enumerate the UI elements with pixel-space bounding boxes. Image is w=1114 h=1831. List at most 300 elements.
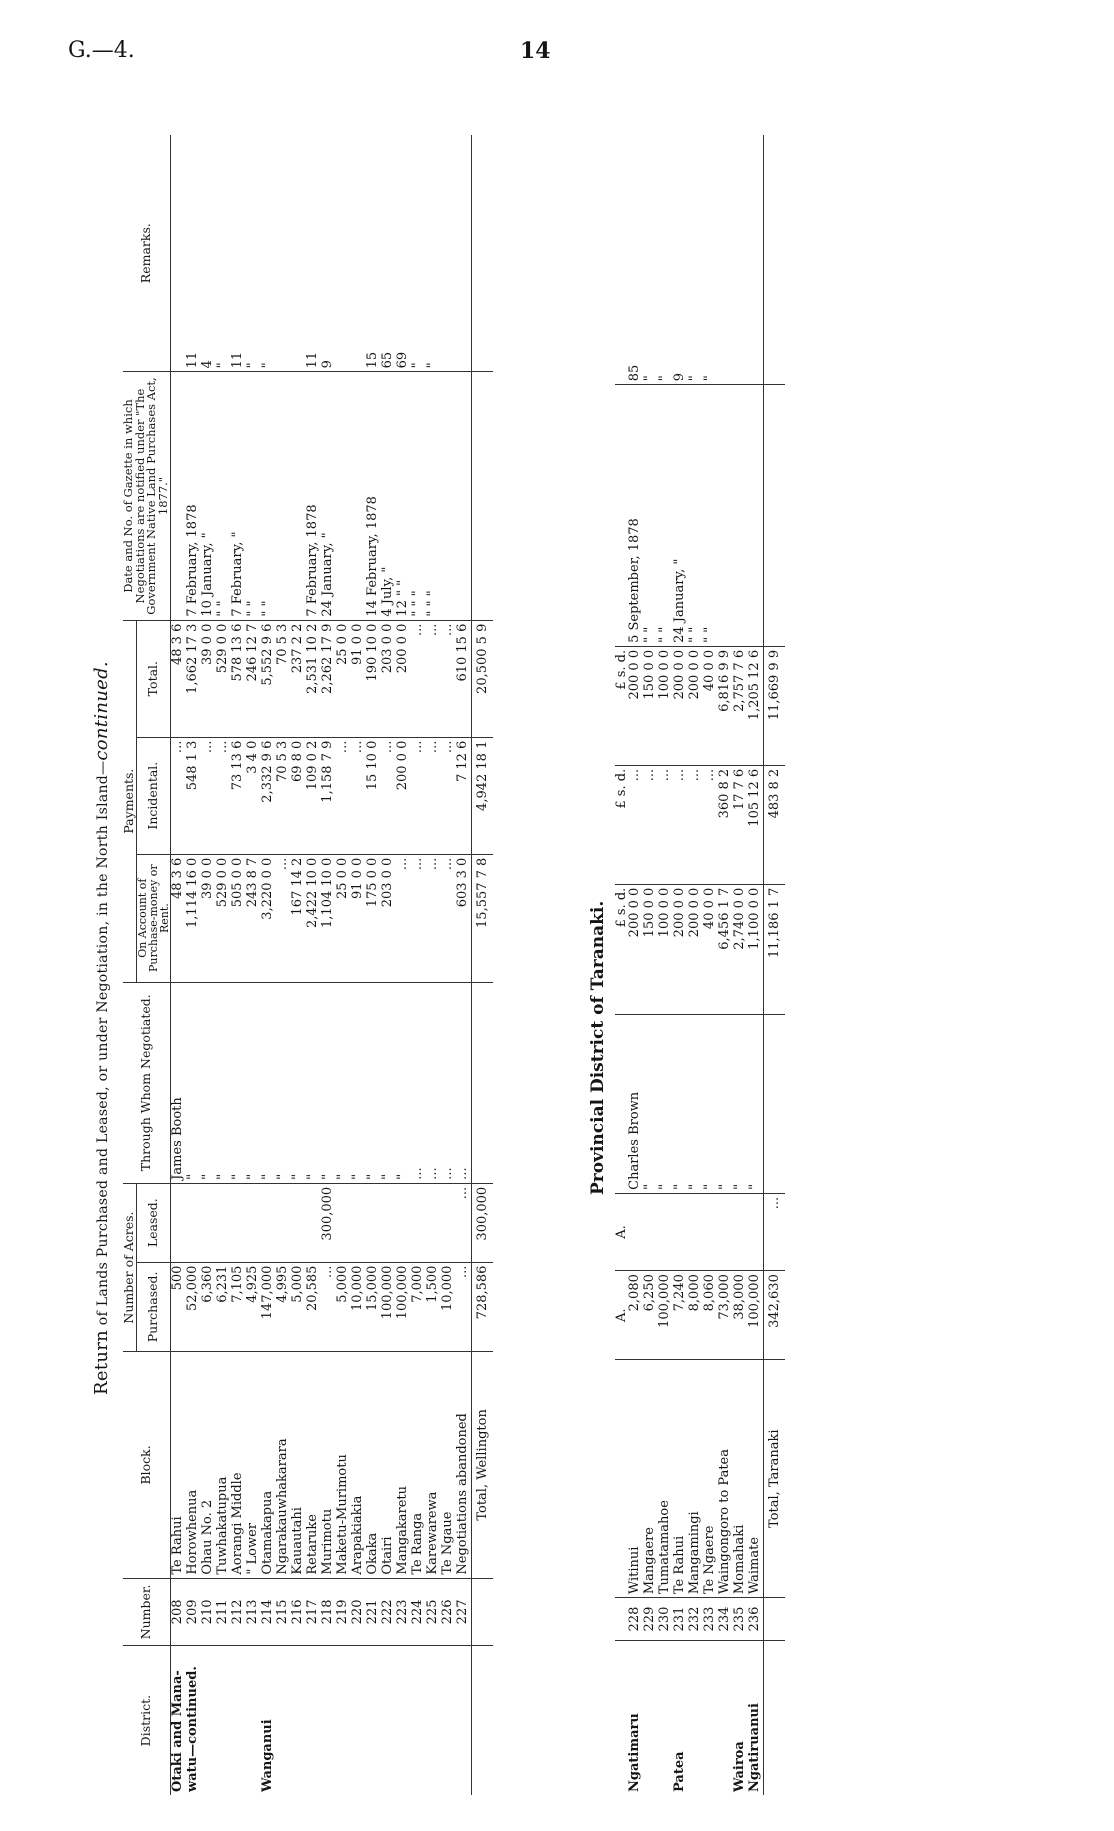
cell-district [351,1646,366,1795]
cell-incidental: 105 12 6 [748,765,764,884]
cell-leased [261,1183,276,1262]
cell-block: Mangakaretu [396,1352,411,1578]
cell-total: 200 0 0 [628,646,643,765]
cell-district [426,1646,441,1795]
cell-total: 2,757 7 6 [733,646,748,765]
cell-number: 211 [216,1578,231,1646]
cell-district [441,1646,456,1795]
cell-block: Mangamingi [688,1360,703,1598]
cell-purchased: 52,000 [186,1262,201,1352]
cell-on-account: 150 0 0 [643,884,658,1015]
cell-through: " [201,982,216,1183]
cell-gazette-number: " [261,135,276,372]
cell-on-account: ... [411,854,426,982]
cell-incidental: 15 10 0 [366,737,381,854]
cell-number: 214 [261,1578,276,1646]
cell-incidental: 73 13 6 [231,737,246,854]
cell-total: 200 0 0 [673,646,688,765]
cell-number: 234 [718,1598,733,1641]
cell-purchased: 7,000 [411,1262,426,1352]
cell-incidental: 3 4 0 [246,737,261,854]
cell-on-account: 200 0 0 [688,884,703,1015]
cell-leased [231,1183,246,1262]
total-total: 11,669 9 9 [764,646,786,765]
table-row [748,135,764,1795]
cell-number: 225 [426,1578,441,1646]
cell-on-account: 175 0 0 [366,854,381,982]
cell-on-account: ... [276,854,291,982]
cell-leased: 300,000 [321,1183,336,1262]
cell-purchased: 10,000 [441,1262,456,1352]
cell-purchased: 8,060 [703,1271,718,1360]
cell-district [456,1646,472,1795]
cell-through: ... [411,982,426,1183]
cell-through: James Booth [170,982,186,1183]
cell-total: 246 12 7 [246,620,261,737]
cell-on-account: 39 0 0 [201,854,216,982]
cell-total: 1,205 12 6 [748,646,764,765]
cell-total: ... [426,620,441,737]
cell-purchased: 15,000 [366,1262,381,1352]
cell-total: 2,531 10 2 [306,620,321,737]
cell-district [306,1646,321,1795]
cell-block: Retaruke [306,1352,321,1578]
table-row [201,135,216,1795]
cell-purchased: 100,000 [396,1262,411,1352]
cell-gazette-number [170,135,186,372]
cell-on-account: ... [426,854,441,982]
cell-gazette-number: " [658,135,673,385]
cell-on-account: ... [441,854,456,982]
cell-on-account: 243 8 7 [246,854,261,982]
cell-gazette-number: 11 [186,135,201,372]
cell-number: 220 [351,1578,366,1646]
cell-through: " [216,982,231,1183]
table-row [456,135,472,1795]
cell-through: " [291,982,306,1183]
cell-gazette [170,372,186,620]
cell-gazette: " " [688,385,703,647]
cell-gazette-number [733,135,748,385]
cell-purchased: 100,000 [748,1271,764,1360]
cell-purchased: 4,995 [276,1262,291,1352]
title-prefix: Return [91,1329,112,1395]
page-number: 14 [520,38,551,64]
cell-leased [411,1183,426,1262]
cell-gazette: 10 January, " [201,372,216,620]
table-row [170,135,186,1795]
cell-purchased: 147,000 [261,1262,276,1352]
cell-gazette: 7 February, " [231,372,246,620]
table-row [276,135,291,1795]
table-row [306,135,321,1795]
cell-block: Te Rahui [673,1360,688,1598]
cell-through: ... [456,982,472,1183]
cell-on-account: 200 0 0 [628,884,643,1015]
cell-purchased: 73,000 [718,1271,733,1360]
cell-purchased: 5,000 [336,1262,351,1352]
cell-incidental: ... [201,737,216,854]
cell-purchased: 10,000 [351,1262,366,1352]
table-row [186,135,201,1795]
cell-total: 25 0 0 [336,620,351,737]
cell-district [396,1646,411,1795]
page-title [93,661,111,1395]
cell-district [216,1646,231,1795]
cell-leased [246,1183,261,1262]
cell-leased [718,1193,733,1270]
col-number: Number. [123,1578,170,1646]
cell-gazette: " " [261,372,276,620]
cell-gazette: 4 July, " [381,372,396,620]
cell-incidental: ... [426,737,441,854]
cell-incidental: ... [673,765,688,884]
cell-gazette-number: " [688,135,703,385]
cell-on-account: 1,100 0 0 [748,884,764,1015]
cell-block: Te Ngaue [441,1352,456,1578]
cell-leased [748,1193,764,1270]
cell-purchased: ... [456,1262,472,1352]
cell-leased: ... [456,1183,472,1262]
cell-purchased: 100,000 [658,1271,673,1360]
table-row [703,135,718,1795]
cell-gazette-number [336,135,351,372]
cell-total: 237 2 2 [291,620,306,737]
cell-through: " [703,1015,718,1193]
cell-number: 226 [441,1578,456,1646]
cell-number: 222 [381,1578,396,1646]
cell-purchased: 6,360 [201,1262,216,1352]
cell-purchased: 5,000 [291,1262,306,1352]
cell-gazette: " " " [411,372,426,620]
cell-gazette [276,372,291,620]
cell-incidental: ... [628,765,643,884]
total-on-account: 15,557 7 8 [471,854,493,982]
unit-money: £ s. d. [615,765,628,884]
cell-on-account: 100 0 0 [658,884,673,1015]
cell-leased [733,1193,748,1270]
cell-gazette: 7 February, 1878 [306,372,321,620]
unit-acres: A. [615,1271,628,1360]
cell-number: 235 [733,1598,748,1641]
table-row [366,135,381,1795]
cell-gazette: 12 " " [396,372,411,620]
wellington-table [123,135,493,1795]
total-label: Total, Taranaki [764,1360,786,1598]
cell-through: " [306,982,321,1183]
cell-total: 578 13 6 [231,620,246,737]
table-row [673,135,688,1795]
cell-block: Ngarakauwhakarara [276,1352,291,1578]
cell-district [688,1640,703,1795]
cell-leased [201,1183,216,1262]
cell-on-account: 1,104 10 0 [321,854,336,982]
cell-district [366,1646,381,1795]
cell-on-account: 6,456 1 7 [718,884,733,1015]
cell-gazette: " " [658,385,673,647]
taranaki-table [615,135,785,1795]
cell-on-account: 48 3 6 [170,854,186,982]
total-purchased: 728,586 [471,1262,493,1352]
total-row [471,135,493,1795]
cell-number: 208 [170,1578,186,1646]
cell-block: Kauautahi [291,1352,306,1578]
cell-block: Negotiations abandoned [456,1352,472,1578]
cell-leased [643,1193,658,1270]
cell-gazette-number [291,135,306,372]
cell-gazette-number: 9 [321,135,336,372]
cell-number: 209 [186,1578,201,1646]
cell-number: 231 [673,1598,688,1641]
cell-gazette-number: 9 [673,135,688,385]
cell-district [381,1646,396,1795]
cell-incidental: 360 8 2 [718,765,733,884]
cell-block: " Lower [246,1352,261,1578]
cell-gazette-number [351,135,366,372]
cell-leased [658,1193,673,1270]
cell-incidental: 69 8 0 [291,737,306,854]
cell-total: 39 0 0 [201,620,216,737]
cell-district [703,1640,718,1795]
cell-gazette-number: " [703,135,718,385]
table-row [733,135,748,1795]
cell-through: ... [426,982,441,1183]
col-acres: Number of Acres. [123,1183,136,1351]
cell-on-account: 2,422 10 0 [306,854,321,982]
table-row [321,135,336,1795]
title-rest: of Lands Purchased and Leased, or under Negotiation, in the North Island— [95,760,111,1330]
cell-on-account: 40 0 0 [703,884,718,1015]
total-incidental: 483 8 2 [764,765,786,884]
cell-gazette-number [441,135,456,372]
cell-total: 150 0 0 [643,646,658,765]
cell-number: 233 [703,1598,718,1641]
cell-gazette [733,385,748,647]
col-block: Block. [123,1352,170,1578]
cell-incidental: 7 12 6 [456,737,472,854]
cell-incidental: ... [658,765,673,884]
cell-through: " [351,982,366,1183]
cell-block: Witinui [628,1360,643,1598]
table-row [291,135,306,1795]
unit-money: £ s. d. [615,884,628,1015]
cell-block: Mangaere [643,1360,658,1598]
cell-gazette-number: 11 [306,135,321,372]
table-row [718,135,733,1795]
title-suffix: continued. [91,661,112,761]
cell-incidental: ... [703,765,718,884]
cell-through: " [276,982,291,1183]
col-through: Through Whom Negotiated. [123,982,170,1183]
cell-incidental: ... [381,737,396,854]
table-row [381,135,396,1795]
cell-incidental: ... [411,737,426,854]
cell-district [718,1640,733,1795]
cell-leased [703,1193,718,1270]
cell-through: " [366,982,381,1183]
cell-district: Wairoa [732,1741,747,1792]
cell-total: 70 5 3 [276,620,291,737]
cell-gazette-number [456,135,472,372]
table-row [261,135,276,1795]
cell-gazette [351,372,366,620]
cell-incidental: 2,332 9 6 [261,737,276,854]
cell-block: Aorangi Middle [231,1352,246,1578]
col-remarks: Remarks. [123,135,170,372]
cell-number: 223 [396,1578,411,1646]
cell-leased [426,1183,441,1262]
cell-leased [306,1183,321,1262]
cell-total: 5,552 9 6 [261,620,276,737]
cell-block: Otamakapua [261,1352,276,1578]
cell-total: 48 3 6 [170,620,186,737]
cell-leased [351,1183,366,1262]
cell-number: 228 [628,1598,643,1641]
cell-gazette-number: 65 [381,135,396,372]
cell-gazette: 24 January, " [673,385,688,647]
cell-through: " [231,982,246,1183]
cell-gazette: " " [216,372,231,620]
table-row [411,135,426,1795]
cell-gazette: " " " [426,372,441,620]
cell-total: 40 0 0 [703,646,718,765]
table-row [628,135,643,1795]
cell-gazette-number [718,135,733,385]
total-purchased: 342,630 [764,1271,786,1360]
page-code: G.—4. [68,38,135,63]
cell-number: 227 [456,1578,472,1646]
cell-incidental: 109 0 2 [306,737,321,854]
cell-total: 200 0 0 [396,620,411,737]
cell-number: 232 [688,1598,703,1641]
table-row [246,135,261,1795]
cell-leased [276,1183,291,1262]
table-row [688,135,703,1795]
cell-district [231,1646,246,1795]
cell-block: Te Ngaere [703,1360,718,1598]
cell-gazette-number: 11 [231,135,246,372]
cell-block: Murimotu [321,1352,336,1578]
cell-through: " [336,982,351,1183]
unit-money: £ s. d. [615,646,628,765]
cell-gazette [336,372,351,620]
cell-through: ... [441,982,456,1183]
cell-block: Karewarewa [426,1352,441,1578]
cell-through: " [658,1015,673,1193]
cell-on-account: 25 0 0 [336,854,351,982]
table-row [426,135,441,1795]
cell-on-account: 203 0 0 [381,854,396,982]
cell-through: Charles Brown [628,1015,643,1193]
cell-incidental: ... [170,737,186,854]
col-on-account: On Account of Purchase-money or Rent. [136,854,170,982]
cell-through: " [321,982,336,1183]
cell-total: ... [441,620,456,737]
cell-gazette-number: " [246,135,261,372]
cell-number: 218 [321,1578,336,1646]
cell-total: 6,816 9 9 [718,646,733,765]
cell-number: 236 [748,1598,764,1641]
rotated-return-table [85,75,1085,1815]
wellington-rows [170,135,471,1795]
cell-block: Horowhenua [186,1352,201,1578]
col-payments: Payments. [123,620,136,982]
cell-incidental: ... [441,737,456,854]
cell-number: 224 [411,1578,426,1646]
col-leased: Leased. [136,1183,170,1262]
cell-leased [216,1183,231,1262]
table-row [336,135,351,1795]
cell-block: Te Rahui [170,1352,186,1578]
cell-gazette [718,385,733,647]
cell-total: 100 0 0 [658,646,673,765]
cell-purchased: 1,500 [426,1262,441,1352]
cell-gazette: " " [643,385,658,647]
total-on-account: 11,186 1 7 [764,884,786,1015]
cell-on-account: 3,220 0 0 [261,854,276,982]
col-district: District. [123,1646,170,1795]
cell-leased [186,1183,201,1262]
cell-block: Te Ranga [411,1352,426,1578]
cell-leased [628,1193,643,1270]
total-leased: 300,000 [471,1183,493,1262]
table-row [658,135,673,1795]
cell-purchased: 20,585 [306,1262,321,1352]
cell-number: 230 [658,1598,673,1641]
col-total: Total. [136,620,170,737]
cell-block: Tuwhakatupua [216,1352,231,1578]
cell-district: Patea [672,1751,687,1792]
cell-district: Ngatimaru [627,1713,642,1792]
cell-purchased: 7,240 [673,1271,688,1360]
cell-district [246,1646,261,1795]
total-leased: ... [764,1193,786,1270]
table-row [441,135,456,1795]
cell-on-account: 1,114 16 0 [186,854,201,982]
cell-purchased: 7,105 [231,1262,246,1352]
cell-block: Maketu-Murimotu [336,1352,351,1578]
cell-district [411,1646,426,1795]
cell-on-account: 505 0 0 [231,854,246,982]
cell-on-account: 167 14 2 [291,854,306,982]
cell-on-account: 2,740 0 0 [733,884,748,1015]
cell-purchased: 4,925 [246,1262,261,1352]
cell-gazette [291,372,306,620]
cell-total: 1,662 17 3 [186,620,201,737]
section-heading: Provincial District of Taranaki. [588,900,608,1195]
cell-district [201,1646,216,1795]
cell-gazette: 24 January, " [321,372,336,620]
cell-total: 2,262 17 9 [321,620,336,737]
cell-district: Otaki and Mana- [169,1670,185,1792]
cell-through: " [246,982,261,1183]
cell-number: 213 [246,1578,261,1646]
col-gazette: Date and No. of Gazette in which Negotiations are notified under "The Government Native Land Purchases Act, 1877." [123,372,170,620]
cell-leased [396,1183,411,1262]
cell-gazette: " " [703,385,718,647]
cell-gazette [748,385,764,647]
cell-purchased: 38,000 [733,1271,748,1360]
cell-district [321,1646,336,1795]
cell-number: 229 [643,1598,658,1641]
cell-number: 216 [291,1578,306,1646]
cell-incidental: ... [688,765,703,884]
cell-incidental: 17 7 6 [733,765,748,884]
table-row [216,135,231,1795]
cell-gazette [441,372,456,620]
cell-through: " [733,1015,748,1193]
cell-purchased: 6,231 [216,1262,231,1352]
